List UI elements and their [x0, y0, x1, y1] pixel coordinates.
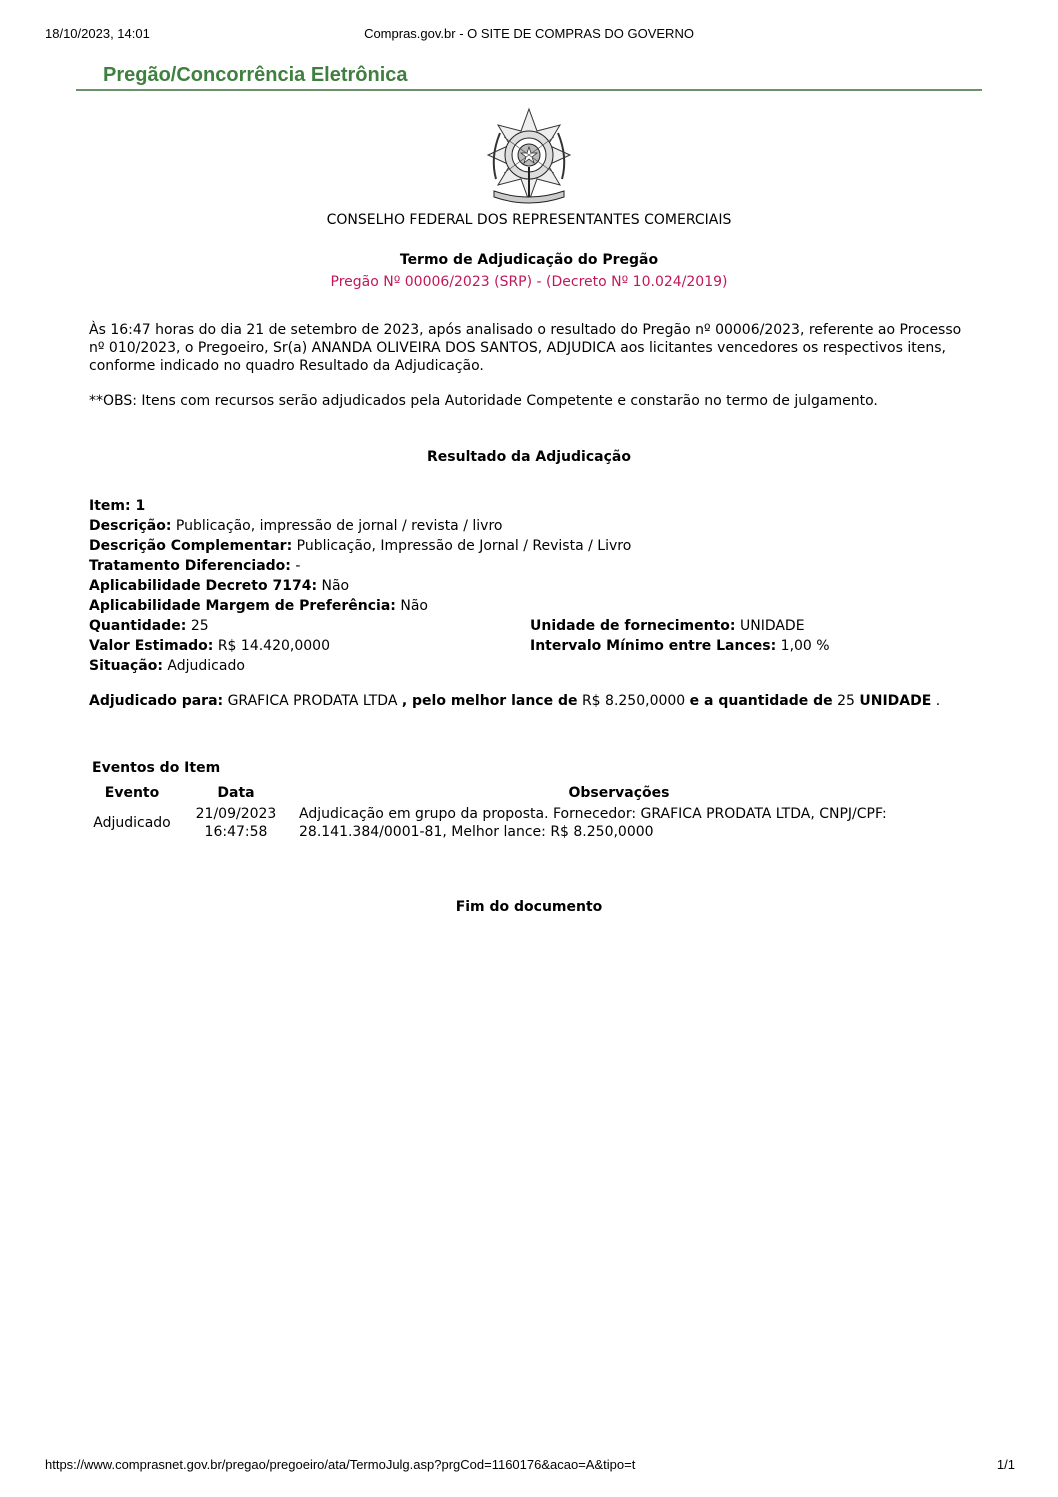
field-label: Unidade de fornecimento:: [530, 618, 736, 634]
event-time: 16:47:58: [204, 824, 268, 840]
adjudication-price: R$ 8.250,0000: [581, 693, 686, 709]
field-value: 25: [190, 618, 209, 634]
field-label: Intervalo Mínimo entre Lances:: [530, 638, 777, 654]
adjudication-end: .: [935, 693, 941, 709]
adjudication-label: Adjudicado para:: [89, 693, 224, 709]
print-url[interactable]: https://www.comprasnet.gov.br/pregao/pregoeiro/ata/TermoJulg.asp?prgCod=1160176&acao=A&tipo=t: [45, 1457, 636, 1472]
field-label: Quantidade:: [89, 618, 187, 634]
adjudication-unit: UNIDADE: [859, 693, 932, 709]
date-cell: [179, 803, 293, 843]
field-value: UNIDADE: [739, 618, 805, 634]
event-cell: Adjudicado: [93, 815, 171, 831]
field-intervalo: [530, 636, 830, 656]
field-value: Não: [321, 578, 350, 594]
event-date: 21/09/2023: [195, 806, 277, 822]
column-header: Observações: [568, 785, 670, 801]
field-margem: [89, 596, 428, 616]
field-unidade: [530, 616, 805, 636]
field-label: Situação:: [89, 658, 163, 674]
field-label: Tratamento Diferenciado:: [89, 558, 291, 574]
field-descricao: [89, 516, 502, 536]
field-label: Aplicabilidade Decreto 7174:: [89, 578, 318, 594]
adjudication-text: , pelo melhor lance de: [401, 693, 578, 709]
organization-name: CONSELHO FEDERAL DOS REPRESENTANTES COMERCIAIS: [326, 212, 732, 228]
brazil-coat-of-arms-icon: [482, 107, 576, 205]
title-divider: [76, 89, 982, 91]
field-tratamento: [89, 556, 300, 576]
field-value: 1,00 %: [780, 638, 830, 654]
obs-paragraph: **OBS: Itens com recursos serão adjudicados pela Autoridade Competente e constarão no termo de julgamento.: [89, 393, 878, 409]
observation-cell: Adjudicação em grupo da proposta. Fornecedor: GRAFICA PRODATA LTDA, CNPJ/CPF: 28.141.384/0001-81, Melhor lance: R$ 8.250,0000: [299, 806, 887, 840]
field-label: Descrição:: [89, 518, 172, 534]
events-title: Eventos do Item: [92, 760, 221, 776]
field-value: R$ 14.420,0000: [217, 638, 330, 654]
field-valor-estimado: [89, 636, 330, 656]
document-title: Termo de Adjudicação do Pregão: [399, 252, 659, 268]
adjudication-statement: [89, 692, 969, 710]
adjudication-qty: 25: [837, 693, 855, 709]
field-label: Valor Estimado:: [89, 638, 214, 654]
events-table: [85, 783, 945, 843]
intro-paragraph: Às 16:47 horas do dia 21 de setembro de 2023, após analisado o resultado do Pregão nº 00006/2023, referente ao Processo nº 010/2023, o Pregoeiro, Sr(a) ANANDA OLIVEIRA DOS SANTOS, ADJUDICA aos licitantes vencedores os respectivos itens, conforme indicado no quadro Resultado da Adjudicação.: [89, 322, 962, 374]
document-subtitle: Pregão Nº 00006/2023 (SRP) - (Decreto Nº 10.024/2019): [330, 274, 728, 290]
end-of-document: Fim do documento: [455, 899, 603, 915]
field-descricao-complementar: [89, 536, 631, 556]
field-quantidade: [89, 616, 209, 636]
item-number: [89, 496, 145, 516]
page-number: 1/1: [996, 1457, 1015, 1472]
item-number-label: Item: 1: [89, 498, 146, 514]
table-row: [85, 803, 945, 843]
page-title: Pregão/Concorrência Eletrônica: [103, 64, 408, 86]
adjudication-supplier: GRAFICA PRODATA LTDA: [227, 693, 398, 709]
result-section-title: Resultado da Adjudicação: [427, 449, 631, 465]
field-label: Aplicabilidade Margem de Preferência:: [89, 598, 396, 614]
field-value: Não: [400, 598, 428, 614]
adjudication-text: e a quantidade de: [689, 693, 833, 709]
table-header-row: [85, 783, 945, 803]
column-header: Evento: [104, 785, 160, 801]
print-site-title: Compras.gov.br - O SITE DE COMPRAS DO GOVERNO: [364, 26, 694, 41]
print-datetime: 18/10/2023, 14:01: [45, 26, 150, 41]
field-decreto: [89, 576, 349, 596]
field-value: -: [295, 558, 301, 574]
column-header: Data: [217, 785, 255, 801]
field-value: Publicação, Impressão de Jornal / Revista / Livro: [296, 538, 632, 554]
field-value: Publicação, impressão de jornal / revista / livro: [175, 518, 503, 534]
field-situacao: [89, 656, 245, 676]
field-label: Descrição Complementar:: [89, 538, 293, 554]
field-value: Adjudicado: [167, 658, 245, 674]
